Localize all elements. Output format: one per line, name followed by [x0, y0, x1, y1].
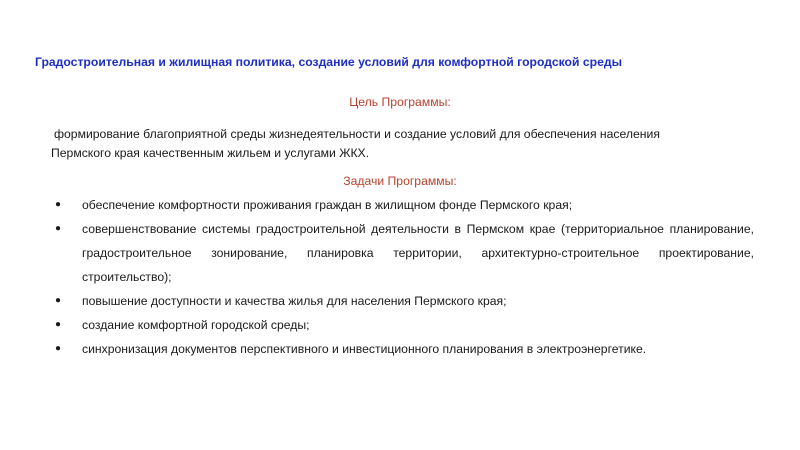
task-text: синхронизация документов перспективного и инвестиционного планирования в электроэнергетике. — [82, 342, 647, 356]
goal-heading: Цель Программы: — [349, 95, 451, 109]
bullet-icon: ● — [55, 223, 62, 234]
task-text: обеспечение комфортности проживания граждан в жилищном фонде Пермского края; — [82, 198, 573, 212]
task-item — [52, 313, 754, 337]
task-text: повышение доступности и качества жилья для населения Пермского края; — [82, 294, 507, 308]
tasks-heading: Задачи Программы: — [343, 174, 457, 188]
task-text: создание комфортной городской среды; — [82, 318, 310, 332]
goal-text — [51, 125, 756, 163]
task-item — [52, 217, 754, 289]
goal-text-line-1: формирование благоприятной среды жизнедеятельности и создание условий для обеспечения населения — [54, 127, 660, 141]
slide-title: Градостроительная и жилищная политика, создание условий для комфортной городской среды — [35, 55, 623, 69]
bullet-icon: ● — [55, 199, 62, 210]
task-item — [52, 337, 754, 361]
task-text: совершенствование системы градостроительной деятельности в Пермском крае (территориальное планирование, градостроительное зонирование, планировка территории, архитектурно-строительное проектирование, строительство); — [82, 222, 754, 284]
bullet-icon: ● — [55, 343, 62, 354]
bullet-icon: ● — [55, 319, 62, 330]
task-item — [52, 193, 754, 217]
task-item — [52, 289, 754, 313]
tasks-list — [52, 193, 754, 361]
bullet-icon: ● — [55, 295, 62, 306]
goal-text-line-2: Пермского края качественным жильем и услугами ЖКХ. — [51, 146, 370, 160]
